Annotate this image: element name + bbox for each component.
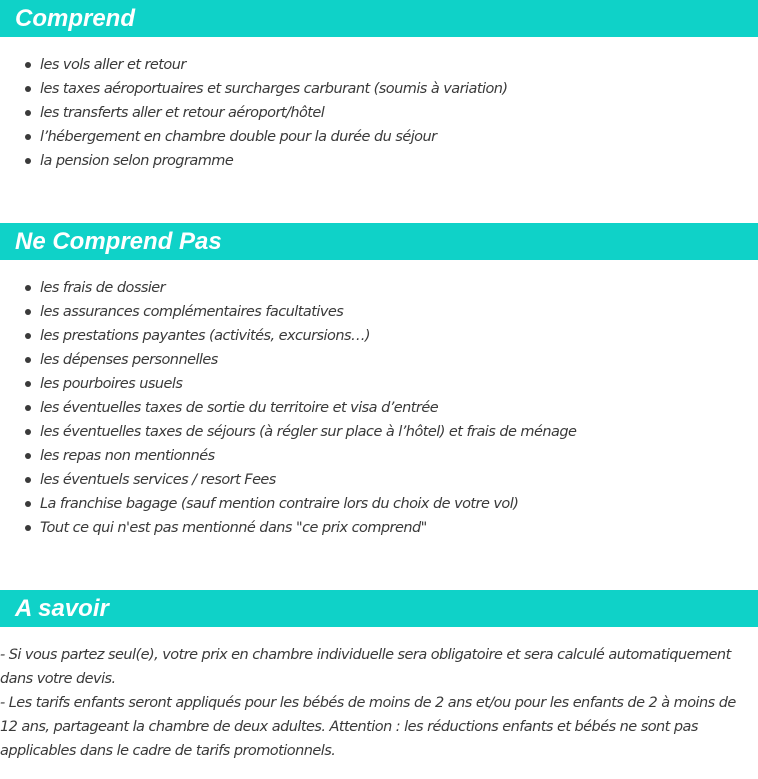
- bullet-icon: [25, 525, 31, 531]
- bullet-icon: [25, 405, 31, 411]
- list-item: [0, 125, 508, 149]
- list-item: [0, 516, 576, 540]
- ne-comprend-pas-list: [0, 276, 576, 540]
- bullet-icon: [25, 429, 31, 435]
- bullet-icon: [25, 501, 31, 507]
- info-paragraph-single-room: - Si vous partez seul(e), votre prix en chambre individuelle sera obligatoire et sera calculé automatiquement dans votre devis.: [0, 647, 731, 687]
- list-item: [0, 396, 576, 420]
- list-item-text: les repas non mentionnés: [40, 448, 215, 464]
- bullet-icon: [25, 158, 31, 164]
- list-item: [0, 468, 576, 492]
- list-item: [0, 77, 508, 101]
- bullet-icon: [25, 86, 31, 92]
- list-item: [0, 53, 508, 77]
- list-item: [0, 324, 576, 348]
- list-item: [0, 420, 576, 444]
- list-item: [0, 300, 576, 324]
- list-item-text: les dépenses personnelles: [40, 352, 218, 368]
- comprend-list: [0, 53, 508, 173]
- bullet-icon: [25, 357, 31, 363]
- section-header-comprend: Comprend: [0, 0, 758, 37]
- bullet-icon: [25, 285, 31, 291]
- list-item-text: les frais de dossier: [40, 280, 166, 296]
- section-header-a-savoir: A savoir: [0, 590, 758, 627]
- bullet-icon: [25, 333, 31, 339]
- list-item: [0, 372, 576, 396]
- list-item-text: la pension selon programme: [40, 153, 234, 169]
- list-item-text: les pourboires usuels: [40, 376, 183, 392]
- bullet-icon: [25, 110, 31, 116]
- list-item: [0, 348, 576, 372]
- info-paragraph-child-rates: - Les tarifs enfants seront appliqués pour les bébés de moins de 2 ans et/ou pour les enfants de 2 à moins de 12 ans, partageant la chambre de deux adultes. Attention : les réductions enfants et bébés ne sont pas applicables dans le cadre de tarifs promotionnels.: [0, 695, 736, 759]
- bullet-icon: [25, 309, 31, 315]
- list-item-text: les éventuelles taxes de séjours (à régler sur place à l’hôtel) et frais de ménage: [40, 424, 577, 440]
- list-item-text: les taxes aéroportuaires et surcharges carburant (soumis à variation): [40, 81, 508, 97]
- list-item: [0, 276, 576, 300]
- list-item: [0, 492, 576, 516]
- list-item-text: La franchise bagage (sauf mention contraire lors du choix de votre vol): [40, 496, 519, 512]
- bullet-icon: [25, 134, 31, 140]
- bullet-icon: [25, 477, 31, 483]
- list-item-text: les éventuelles taxes de sortie du territoire et visa d’entrée: [40, 400, 439, 416]
- list-item-text: les éventuels services / resort Fees: [40, 472, 276, 488]
- list-item-text: les transferts aller et retour aéroport/hôtel: [40, 105, 325, 121]
- section-header-ne-comprend-pas: Ne Comprend Pas: [0, 223, 758, 260]
- bullet-icon: [25, 381, 31, 387]
- list-item: [0, 444, 576, 468]
- bullet-icon: [25, 453, 31, 459]
- bullet-icon: [25, 62, 31, 68]
- list-item: [0, 101, 508, 125]
- list-item: [0, 149, 508, 173]
- list-item-text: Tout ce qui n'est pas mentionné dans "ce prix comprend": [40, 520, 427, 536]
- list-item-text: les vols aller et retour: [40, 57, 186, 73]
- list-item-text: l’hébergement en chambre double pour la durée du séjour: [40, 129, 437, 145]
- list-item-text: les assurances complémentaires facultatives: [40, 304, 344, 320]
- list-item-text: les prestations payantes (activités, excursions…): [40, 328, 371, 344]
